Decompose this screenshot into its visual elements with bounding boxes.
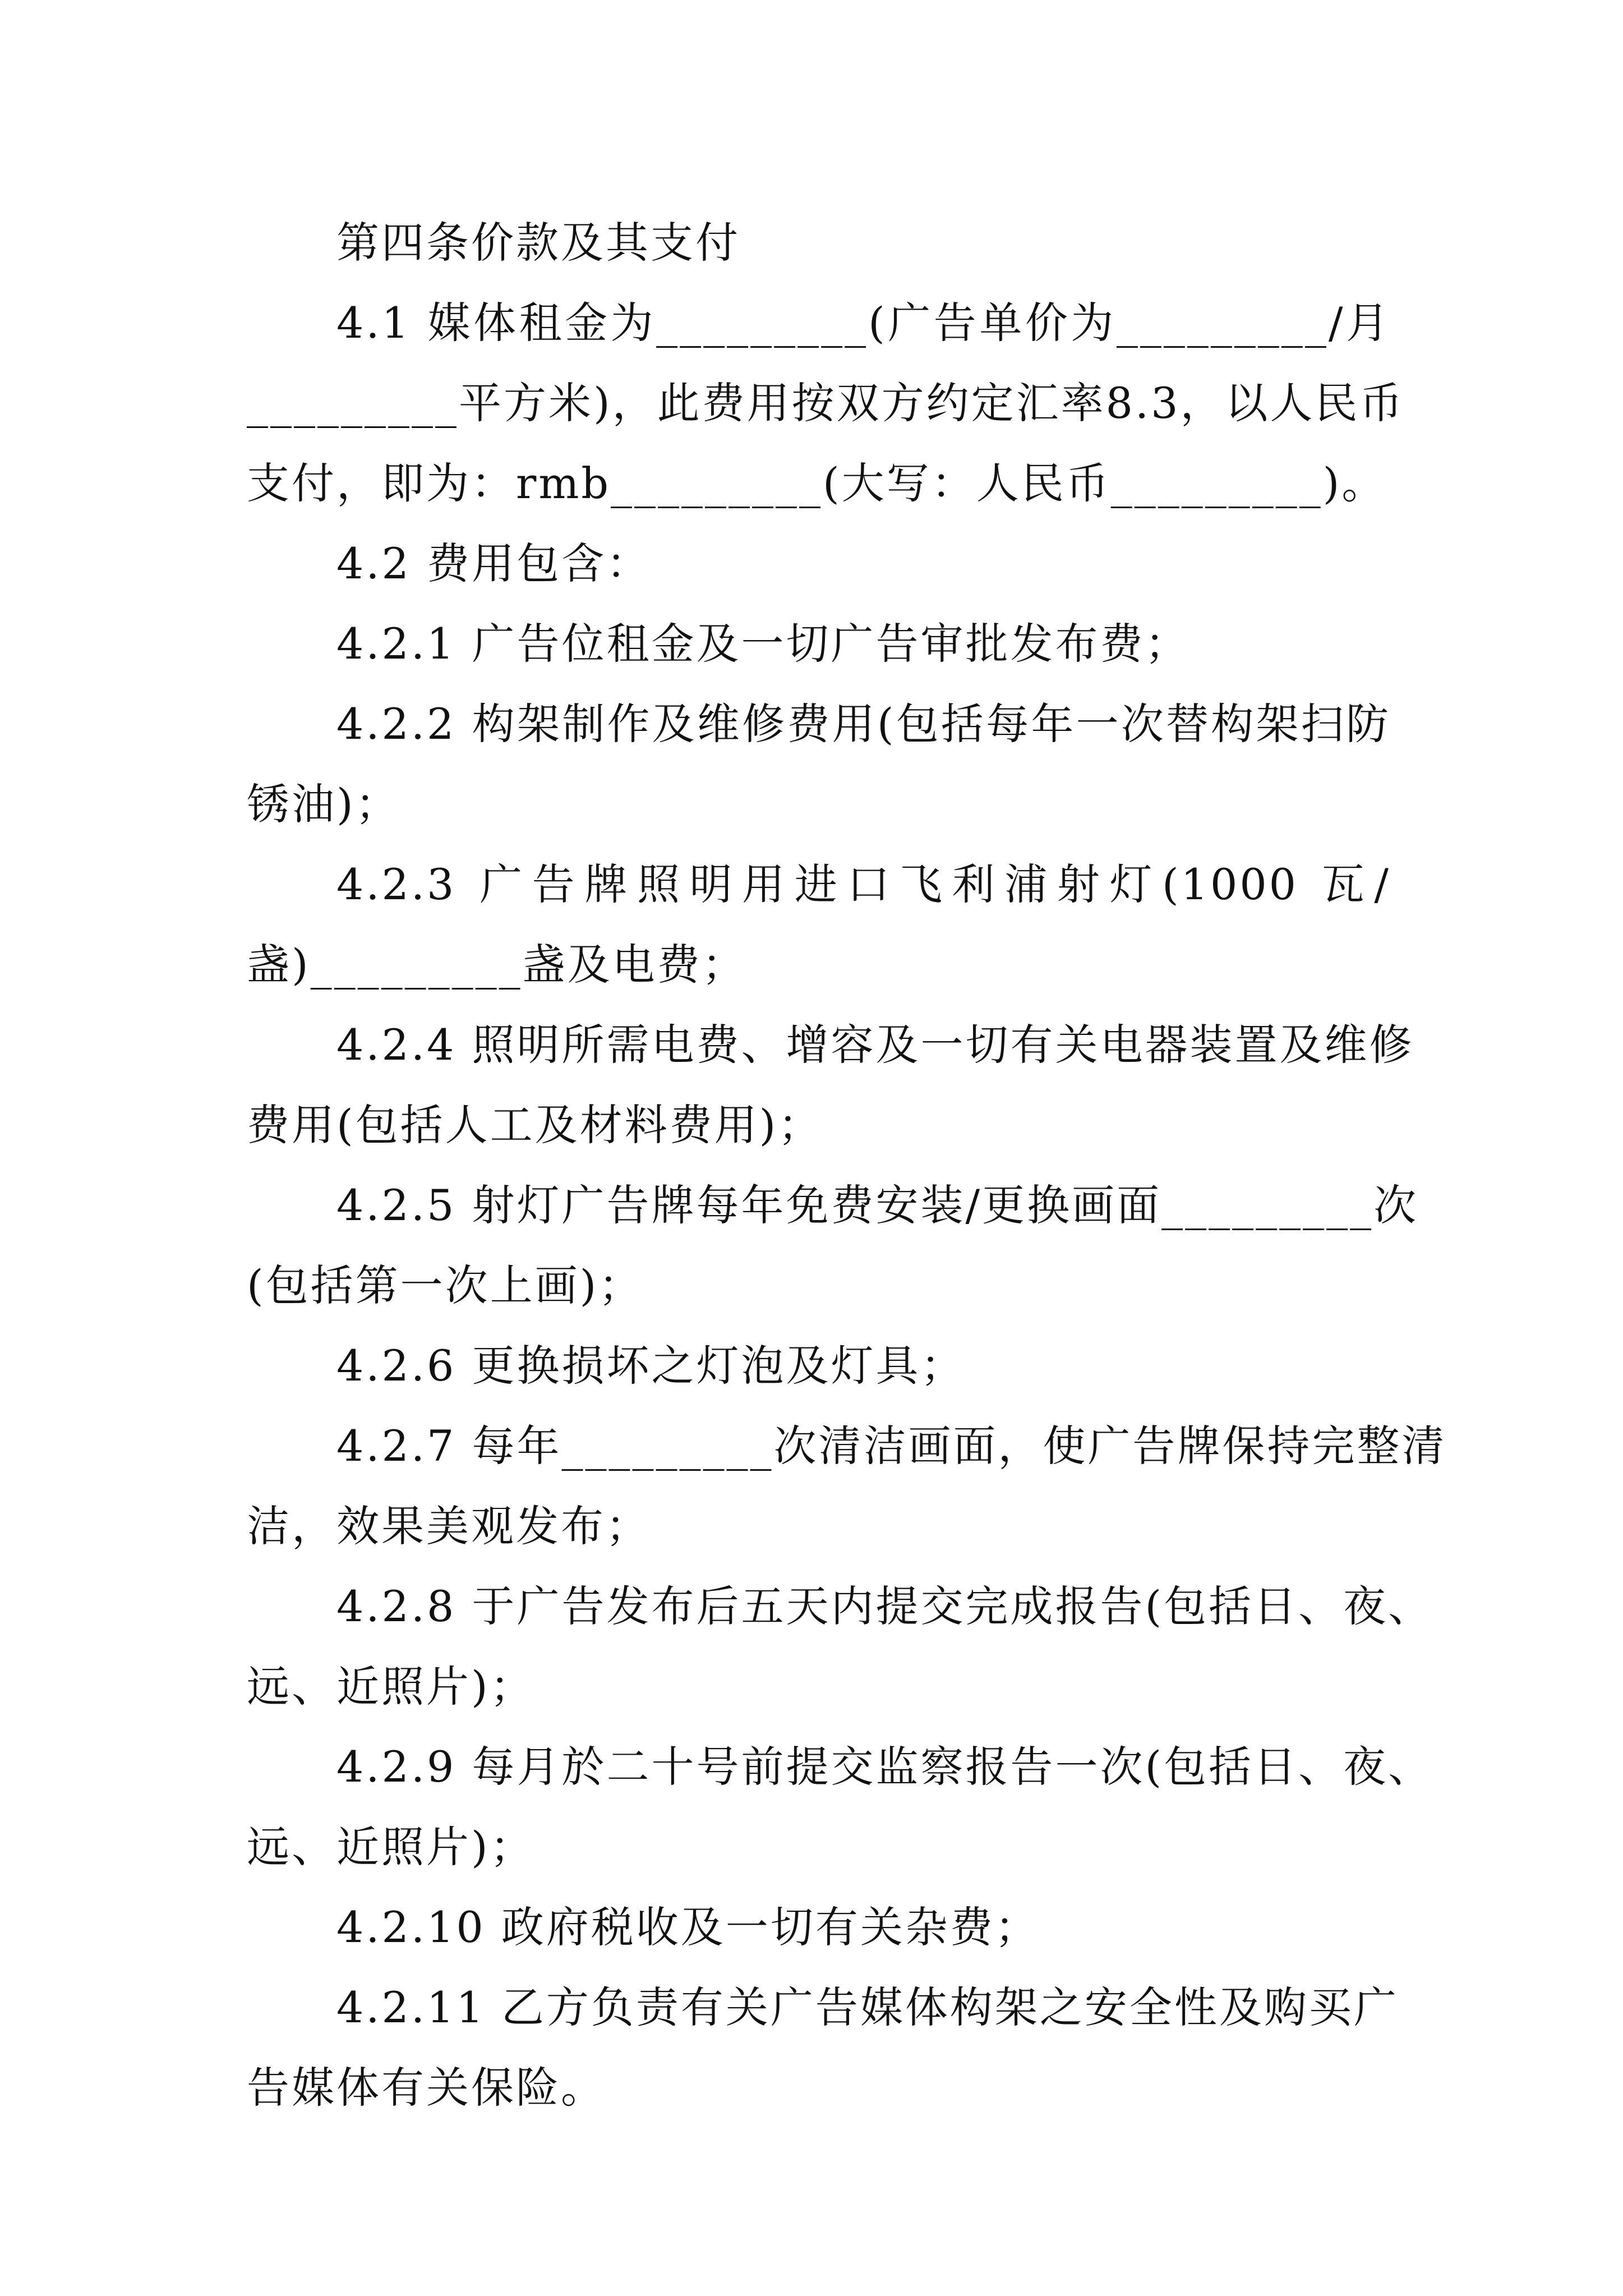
paragraph-line: 支付，即为：rmb_________(大写：人民币_________)。 [247, 458, 1387, 508]
paragraph-line: 远、近照片)； [247, 1662, 535, 1711]
paragraph-line: 4.2.7 每年_________次清洁画面，使广告牌保持完整清 [336, 1421, 1447, 1471]
paragraph-line: 4.2.4 照明所需电费、增容及一切有关电器装置及维修 [336, 1020, 1414, 1070]
paragraph-line: 洁，效果美观发布； [247, 1501, 651, 1551]
paragraph-line: 4.2.1 广告位租金及一切广告审批发布费； [336, 619, 1190, 669]
paragraph-line: 4.2.10 政府税收及一切有关杂费； [336, 1902, 1040, 1952]
paragraph-line: 4.2.3 广告牌照明用进口飞利浦射灯(1000 瓦/ [336, 859, 1391, 909]
section-heading: 第四条价款及其支付 [336, 218, 740, 268]
paragraph-line: 费用(包括人工及材料费用)； [247, 1100, 823, 1150]
paragraph-line: 4.1 媒体租金为_________(广告单价为_________/月 [336, 298, 1391, 348]
paragraph-line: 4.2.11 乙方负责有关广告媒体构架之安全性及购买广 [336, 1982, 1399, 2032]
paragraph-line: 4.2.2 构架制作及维修费用(包括每年一次替构架扫防 [336, 699, 1391, 749]
paragraph-line: 4.2.6 更换损坏之灯泡及灯具； [336, 1341, 966, 1391]
paragraph-line: 盏)_________盏及电费； [247, 940, 747, 990]
paragraph-line: 告媒体有关保险。 [247, 2063, 606, 2113]
paragraph-line: (包括第一次上画)； [247, 1260, 644, 1310]
paragraph-line: 远、近照片)； [247, 1822, 535, 1872]
paragraph-line: 4.2.9 每月於二十号前提交监察报告一次(包括日、夜、 [336, 1742, 1433, 1792]
paragraph-line: 4.2.5 射灯广告牌每年免费安装/更换画面_________次 [336, 1180, 1419, 1230]
paragraph-line: 4.2.8 于广告发布后五天内提交完成报告(包括日、夜、 [336, 1581, 1433, 1631]
paragraph-line: 锈油)； [247, 779, 400, 829]
paragraph-line: 4.2 费用包含： [336, 539, 652, 588]
paragraph-line: _________平方米)，此费用按双方约定汇率8.3，以人民币 [247, 378, 1405, 428]
